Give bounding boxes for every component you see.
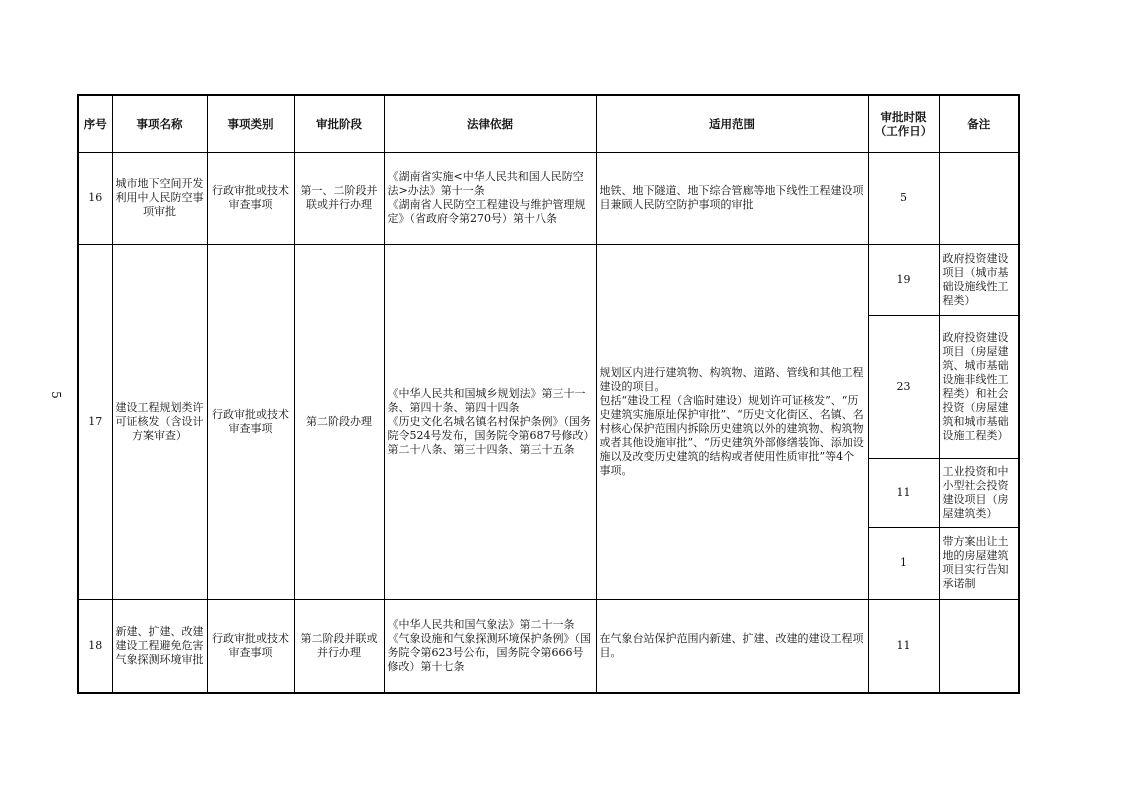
row-name: 建设工程规划类许可证核发（含设计方案审查） [112,244,207,599]
row-basis: 《湖南省实施<中华人民共和国人民防空法>办法》第十一条 《湖南省人民防空工程建设与维护管理规定》（省政府令第270号）第十八条 [384,152,596,244]
table-header-row [78,95,1019,152]
approval-items-table [77,94,1020,694]
row-scope: 规划区内进行建筑物、构筑物、道路、管线和其他工程建设的项目。 包括“建设工程（含临时建设）规划许可证核发”、“历史建筑实施原址保护审批”、“历史文化街区、名镇、名村核心保护范围内拆除历史建筑以外的建筑物、构筑物或者其他设施审批”、“历史建筑外部修缮装饰、添加设施以及改变历史建筑的结构或者使用性质审批”等4个事项。 [596,244,868,599]
header-name: 事项名称 [112,95,207,152]
row-limit: 19 [868,244,939,315]
header-remark: 备注 [939,95,1019,152]
page-number: 5 [48,391,63,399]
header-type: 事项类别 [207,95,294,152]
row-remark [939,152,1019,244]
row-no: 17 [78,244,112,599]
row-name: 新建、扩建、改建建设工程避免危害气象探测环境审批 [112,599,207,693]
row-limit: 23 [868,315,939,458]
row-scope: 地铁、地下隧道、地下综合管廊等地下线性工程建设项目兼顾人民防空防护事项的审批 [596,152,868,244]
row-stage: 第二阶段并联或并行办理 [294,599,384,693]
row-limit: 11 [868,458,939,527]
header-limit: 审批时限 （工作日） [868,95,939,152]
header-basis: 法律依据 [384,95,596,152]
row-stage: 第二阶段办理 [294,244,384,599]
row-remark: 带方案出让土地的房屋建筑项目实行告知承诺制 [939,527,1019,599]
row-limit: 1 [868,527,939,599]
header-stage: 审批阶段 [294,95,384,152]
table-row [78,599,1019,693]
table-row [78,152,1019,244]
row-limit: 5 [868,152,939,244]
row-type: 行政审批或技术审查事项 [207,599,294,693]
row-stage: 第一、二阶段并联或并行办理 [294,152,384,244]
row-scope: 在气象台站保护范围内新建、扩建、改建的建设工程项目。 [596,599,868,693]
row-name: 城市地下空间开发利用中人民防空事项审批 [112,152,207,244]
row-remark: 工业投资和中小型社会投资建设项目（房屋建筑类） [939,458,1019,527]
row-remark: 政府投资建设项目（房屋建筑、城市基础设施非线性工程类）和社会投资（房屋建筑和城市基础设施工程类） [939,315,1019,458]
row-no: 18 [78,599,112,693]
row-basis: 《中华人民共和国气象法》第二十一条 《气象设施和气象探测环境保护条例》（国务院令第623号公布，国务院令第666号修改）第十七条 [384,599,596,693]
row-remark [939,599,1019,693]
row-type: 行政审批或技术审查事项 [207,244,294,599]
row-remark: 政府投资建设项目（城市基础设施线性工程类） [939,244,1019,315]
row-basis: 《中华人民共和国城乡规划法》第三十一条、第四十条、第四十四条 《历史文化名城名镇名村保护条例》（国务院令524号发布，国务院令第687号修改）第二十八条、第三十四条、第三十五条 [384,244,596,599]
row-limit: 11 [868,599,939,693]
row-no: 16 [78,152,112,244]
row-type: 行政审批或技术审查事项 [207,152,294,244]
table-row [78,244,1019,315]
header-scope: 适用范围 [596,95,868,152]
header-no: 序号 [78,95,112,152]
